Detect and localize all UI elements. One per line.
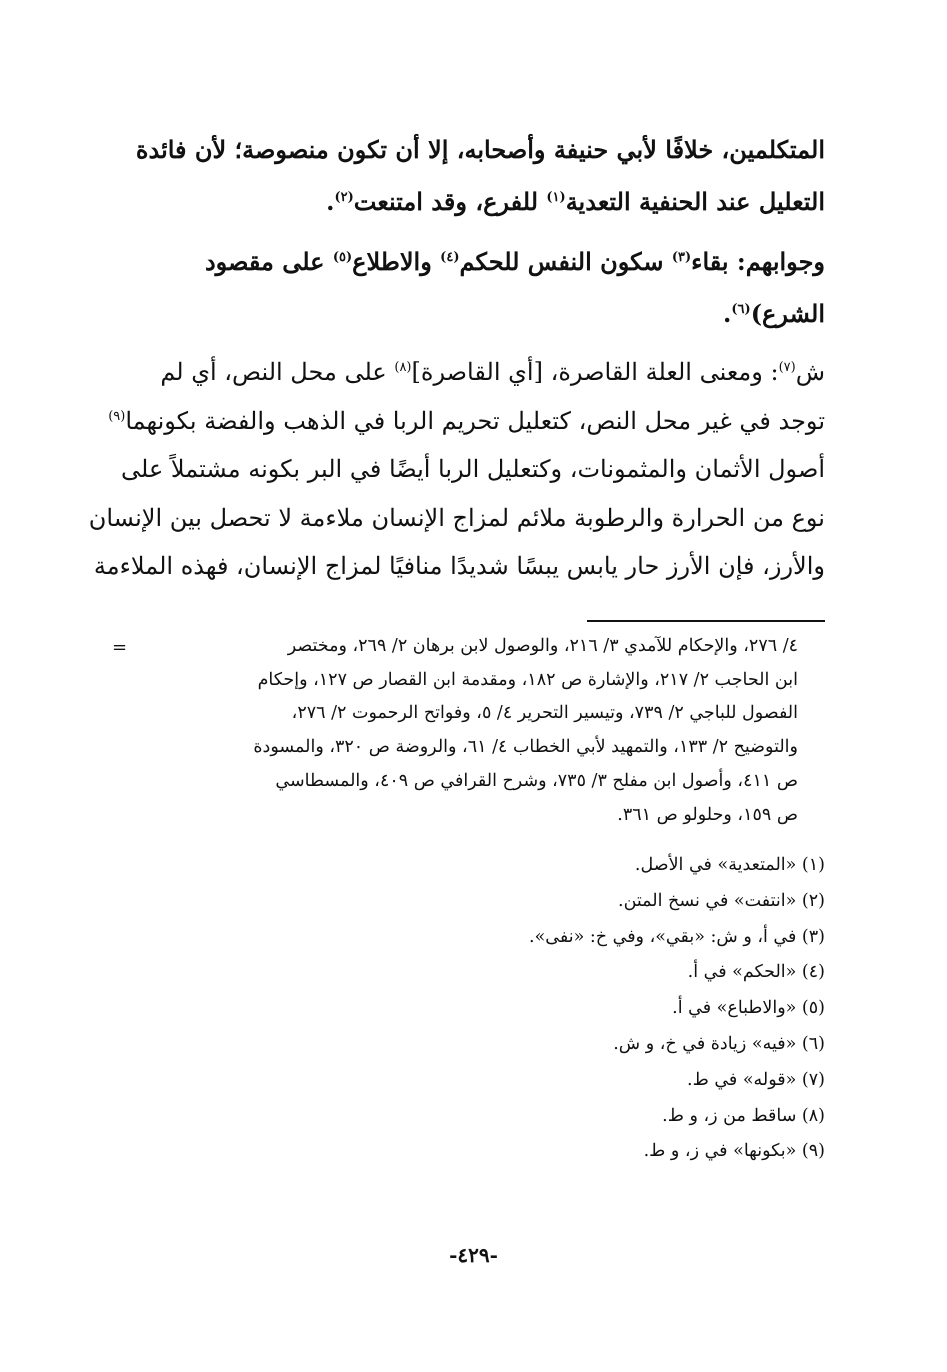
- text-segment: على محل النص، أي لم: [160, 358, 395, 386]
- text-segment: والاطلاع: [352, 247, 441, 276]
- text-segment: المتكلمين، خلافًا لأبي حنيفة وأصحابه، إلا أن تكون منصوصة؛ لأن فائدة: [135, 135, 825, 164]
- paragraph-3-line-3: أصول الأثمان والمثمونات، وكتعليل الربا أيضًا في البر بكونه مشتملاً على: [121, 455, 825, 483]
- paragraph-2-line-1: [110, 236, 825, 288]
- footnote-ref-4[interactable]: (٤): [440, 250, 460, 265]
- footnote-separator: [587, 620, 825, 622]
- text-segment: توجد في غير محل النص، كتعليل تحريم الربا في الذهب والفضة بكونهما: [125, 406, 825, 435]
- footnote-ref-2[interactable]: (٢): [334, 190, 354, 205]
- footnote-continuation-line: الفصول للباجي ٢/ ٧٣٩، وتيسير التحرير ٤/ ٥، وفواتح الرحموت ٢/ ٢٧٦،: [291, 703, 798, 724]
- footnote-continuation-line: ابن الحاجب ٢/ ٢١٧، والإشارة ص ١٨٢، ومقدمة ابن القصار ص ١٢٧، وإحكام: [257, 669, 798, 690]
- text-segment: سكون النفس للحكم: [459, 247, 672, 276]
- footnote-ref-7[interactable]: (٧): [778, 360, 796, 375]
- footnote-continuation-line: والتوضيح ٢/ ١٣٣، والتمهيد لأبي الخطاب ٤/ ٦١، والروضة ص ٣٢٠، والمسودة: [253, 737, 798, 758]
- text-segment: : ومعنى العلة القاصرة، [أي القاصرة]: [411, 358, 779, 386]
- text-segment: التعليل عند الحنفية التعدية: [565, 187, 825, 216]
- footnote-6: (٦) «فيه» زيادة في خ، و ش.: [613, 1033, 825, 1054]
- footnote-9: (٩) «بكونها» في ز، و ط.: [643, 1141, 825, 1162]
- footnote-ref-1[interactable]: (١): [546, 190, 566, 205]
- footnote-continuation-mark: =: [112, 637, 128, 658]
- text-segment: .: [723, 299, 732, 328]
- footnote-ref-9[interactable]: (٩): [108, 408, 126, 424]
- footnote-ref-8[interactable]: (٨): [394, 360, 412, 375]
- footnote-continuation: [110, 630, 798, 832]
- footnote-1: (١) «المتعدية» في الأصل.: [634, 855, 825, 875]
- paragraph-1-line-2: [110, 176, 825, 228]
- paragraph-2: [110, 236, 825, 340]
- text-segment: الشرع): [750, 299, 825, 328]
- paragraph-3-line-2: [110, 397, 825, 446]
- footnote-ref-3[interactable]: (٣): [671, 250, 692, 265]
- footnote-4: (٤) «الحكم» في أ.: [687, 962, 825, 983]
- text-segment: .: [326, 187, 335, 216]
- footnote-list: [110, 848, 825, 1170]
- footnote-continuation-line: ص ١٥٩، وحلولو ص ٣٦١.: [617, 804, 798, 825]
- footnote-ref-5[interactable]: (٥): [332, 250, 353, 265]
- page-number: -٤٢٩-: [449, 1243, 498, 1267]
- footnote-5: (٥) «والاطباع» في أ.: [672, 998, 825, 1019]
- paragraph-3-line-5: والأرز، فإن الأرز حار يابس يبسًا شديدًا منافيًا لمزاج الإنسان، فهذه الملاءمة: [93, 552, 825, 580]
- text-segment: على مقصود: [204, 247, 333, 276]
- footnote-ref-6[interactable]: (٦): [731, 302, 751, 317]
- paragraph-3: [88, 348, 825, 591]
- footnote-2: (٢) «انتفت» في نسخ المتن.: [618, 890, 825, 911]
- footnote-3: (٣) في أ، و ش: «بقي»، وفي خ: «نفى».: [529, 926, 825, 947]
- paragraph-1: [110, 124, 825, 228]
- text-segment: ش: [795, 358, 825, 386]
- paragraph-1-line-1: [110, 124, 825, 176]
- footnote-continuation-line: ص ٤١١، وأصول ابن مفلح ٣/ ٧٣٥، وشرح القرافي ص ٤٠٩، والمسطاسي: [275, 770, 798, 791]
- footnote-8: (٨) ساقط من ز، و ط.: [662, 1105, 825, 1126]
- footnote-7: (٧) «قوله» في ط.: [687, 1069, 825, 1090]
- text-segment: وجوابهم: بقاء: [691, 247, 825, 276]
- paragraph-3-line-1: [110, 348, 825, 397]
- paragraph-2-line-2: [110, 288, 825, 340]
- footnote-continuation-line: ٤/ ٢٧٦، والإحكام للآمدي ٣/ ٢١٦، والوصول لابن برهان ٢/ ٢٦٩، ومختصر: [287, 636, 798, 656]
- paragraph-3-line-4: نوع من الحرارة والرطوبة ملائم لمزاج الإنسان ملاءمة لا تحصل بين الإنسان: [88, 503, 825, 532]
- text-segment: للفرع، وقد امتنعت: [353, 187, 547, 216]
